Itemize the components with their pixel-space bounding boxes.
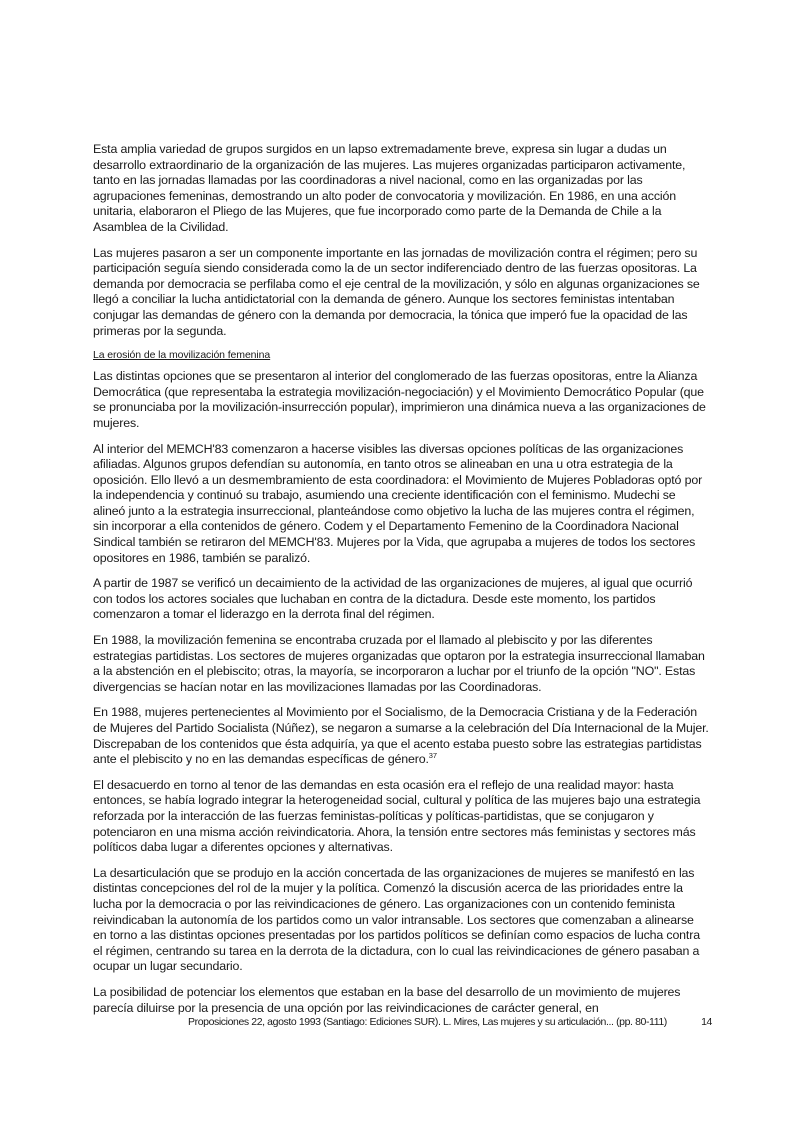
paragraph: El desacuerdo en torno al tenor de las demandas en esta ocasión era el reflejo de una realidad mayor: hasta entonces, se había logrado integrar la heterogeneidad social, cultural y política de las mujeres bajo una estrategia reforzada por la interacción de las fuerzas feministas-políticas y políticas-partidistas, que se conjugaron y potenciaron en una misma acción reivindicatoria. Ahora, la tensión entre sectores más feministas y sectores más políticos daba lugar a diferentes opciones y alternativas. <box>93 777 701 855</box>
footnote-reference[interactable]: 37 <box>428 751 437 761</box>
paragraph: En 1988, la movilización femenina se encontraba cruzada por el llamado al plebiscito y por las diferentes estrategias partidistas. Los sectores de mujeres organizadas que optaron por la estrategia insurreccional llamaban a la abstención en el plebiscito; otras, la mayoría, se incorporaron a luchar por el triunfo de la opción "NO". Estas divergencias se hacían notar en las movilizaciones llamadas por las Coordinadoras. <box>93 633 705 694</box>
footer-citation: Proposiciones 22, agosto 1993 (Santiago: Ediciones SUR). L. Mires, Las mujeres y su articulación... (pp. 80-111) <box>188 1016 667 1028</box>
paragraph: Al interior del MEMCH'83 comenzaron a hacerse visibles las diversas opciones políticas de las organizaciones afiliadas. Algunos grupos defendían su autonomía, en tanto otros se alineaban en una u otra estrategia de la oposición. Ello llevó a un desmembramiento de esta coordinadora: el Movimiento de Mujeres Pobladoras optó por la independencia y continuó su trabajo, asumiendo una creciente identificación con el feminismo. Mudechi se alineó junto a la estrategia insurreccional, planteándose como objetivo la lucha de las mujeres contra el régimen, sin incorporar a ella contenidos de género. Codem y el Departamento Femenino de la Coordinadora Nacional Sindical también se retiraron del MEMCH'83. Mujeres por la Vida, que agrupaba a mujeres de todos los sectores opositores en 1986, también se paralizó. <box>93 441 703 565</box>
page-number: 14 <box>701 1016 712 1028</box>
paragraph-text: En 1988, mujeres pertenecientes al Movimiento por el Socialismo, de la Democracia Cristiana y de la Federación de Mujeres del Partido Socialista (Núñez), se negaron a sumarse a la celebración del Día Internacional de la Mujer. Discrepaban de los contenidos que ésta adquiría, ya que el acento estaba puesto sobre las estrategias partidistas ante el plebiscito y no en las demandas específicas de género. <box>93 705 709 767</box>
paragraph: Las mujeres pasaron a ser un componente importante en las jornadas de movilización contra el régimen; pero su participación seguía siendo considerada como la de un sector indiferenciado dentro de las fuerzas opositoras. La demanda por democracia se perfilaba como el eje central de la movilización, y sólo en algunas organizaciones se llegó a conciliar la lucha antidictatorial con la demanda de género. Aunque los sectores feministas intentaban conjugar las demandas de género con la demanda por democracia, la tónica que imperó fue la opacidad de las primeras por la segunda. <box>93 245 700 338</box>
paragraph: A partir de 1987 se verificó un decaimiento de la actividad de las organizaciones de mujeres, al igual que ocurrió con todos los actores sociales que luchaban en contra de la dictadura. Desde este momento, los partidos comenzaron a tomar el liderazgo en la derrota final del régimen. <box>93 576 693 622</box>
paragraph: Esta amplia variedad de grupos surgidos en un lapso extremadamente breve, expresa sin lugar a dudas un desarrollo extraordinario de la organización de las mujeres. Las mujeres organizadas participaron activamente, tanto en las jornadas llamadas por las coordinadoras a nivel nacional, como en las organizadas por las agrupaciones femeninas, demostrando un alto poder de convocatoria y movilización. En 1986, en una acción unitaria, elaboraron el Pliego de las Mujeres, que fue incorporado como parte de la Demanda de Chile a la Asamblea de la Civilidad. <box>93 142 686 234</box>
paragraph-with-footnote <box>93 705 709 767</box>
section-heading: La erosión de la movilización femenina <box>93 349 271 362</box>
paragraph: Las distintas opciones que se presentaron al interior del conglomerado de las fuerzas opositoras, entre la Alianza Democrática (que representaba la estrategia movilización-negociación) y el Movimiento Democrático Popular (que se pronunciaba por la movilización-insurrección popular), imprimieron una dinámica nueva a las organizaciones de mujeres. <box>93 369 706 430</box>
page-footer <box>188 1016 712 1028</box>
document-body <box>93 142 709 1026</box>
paragraph: La desarticulación que se produjo en la acción concertada de las organizaciones de mujeres se manifestó en las distintas concepciones del rol de la mujer y la política. Comenzó la discusión acerca de las prioridades entre la lucha por la democracia o por las reivindicaciones de género. Las organizaciones con un contenido feminista reivindicaban la autonomía de los partidos como un valor intransable. Los sectores que comenzaban a alinearse en torno a las distintas opciones presentadas por los partidos políticos se definían como espacios de lucha contra el régimen, centrando su tarea en la derrota de la dictadura, con lo cual las reivindicaciones de género pasaban a ocupar un lugar secundario. <box>93 865 700 974</box>
paragraph: La posibilidad de potenciar los elementos que estaban en la base del desarrollo de un movimiento de mujeres parecía diluirse por la presencia de una opción por las reivindicaciones de carácter general, en <box>93 984 681 1015</box>
